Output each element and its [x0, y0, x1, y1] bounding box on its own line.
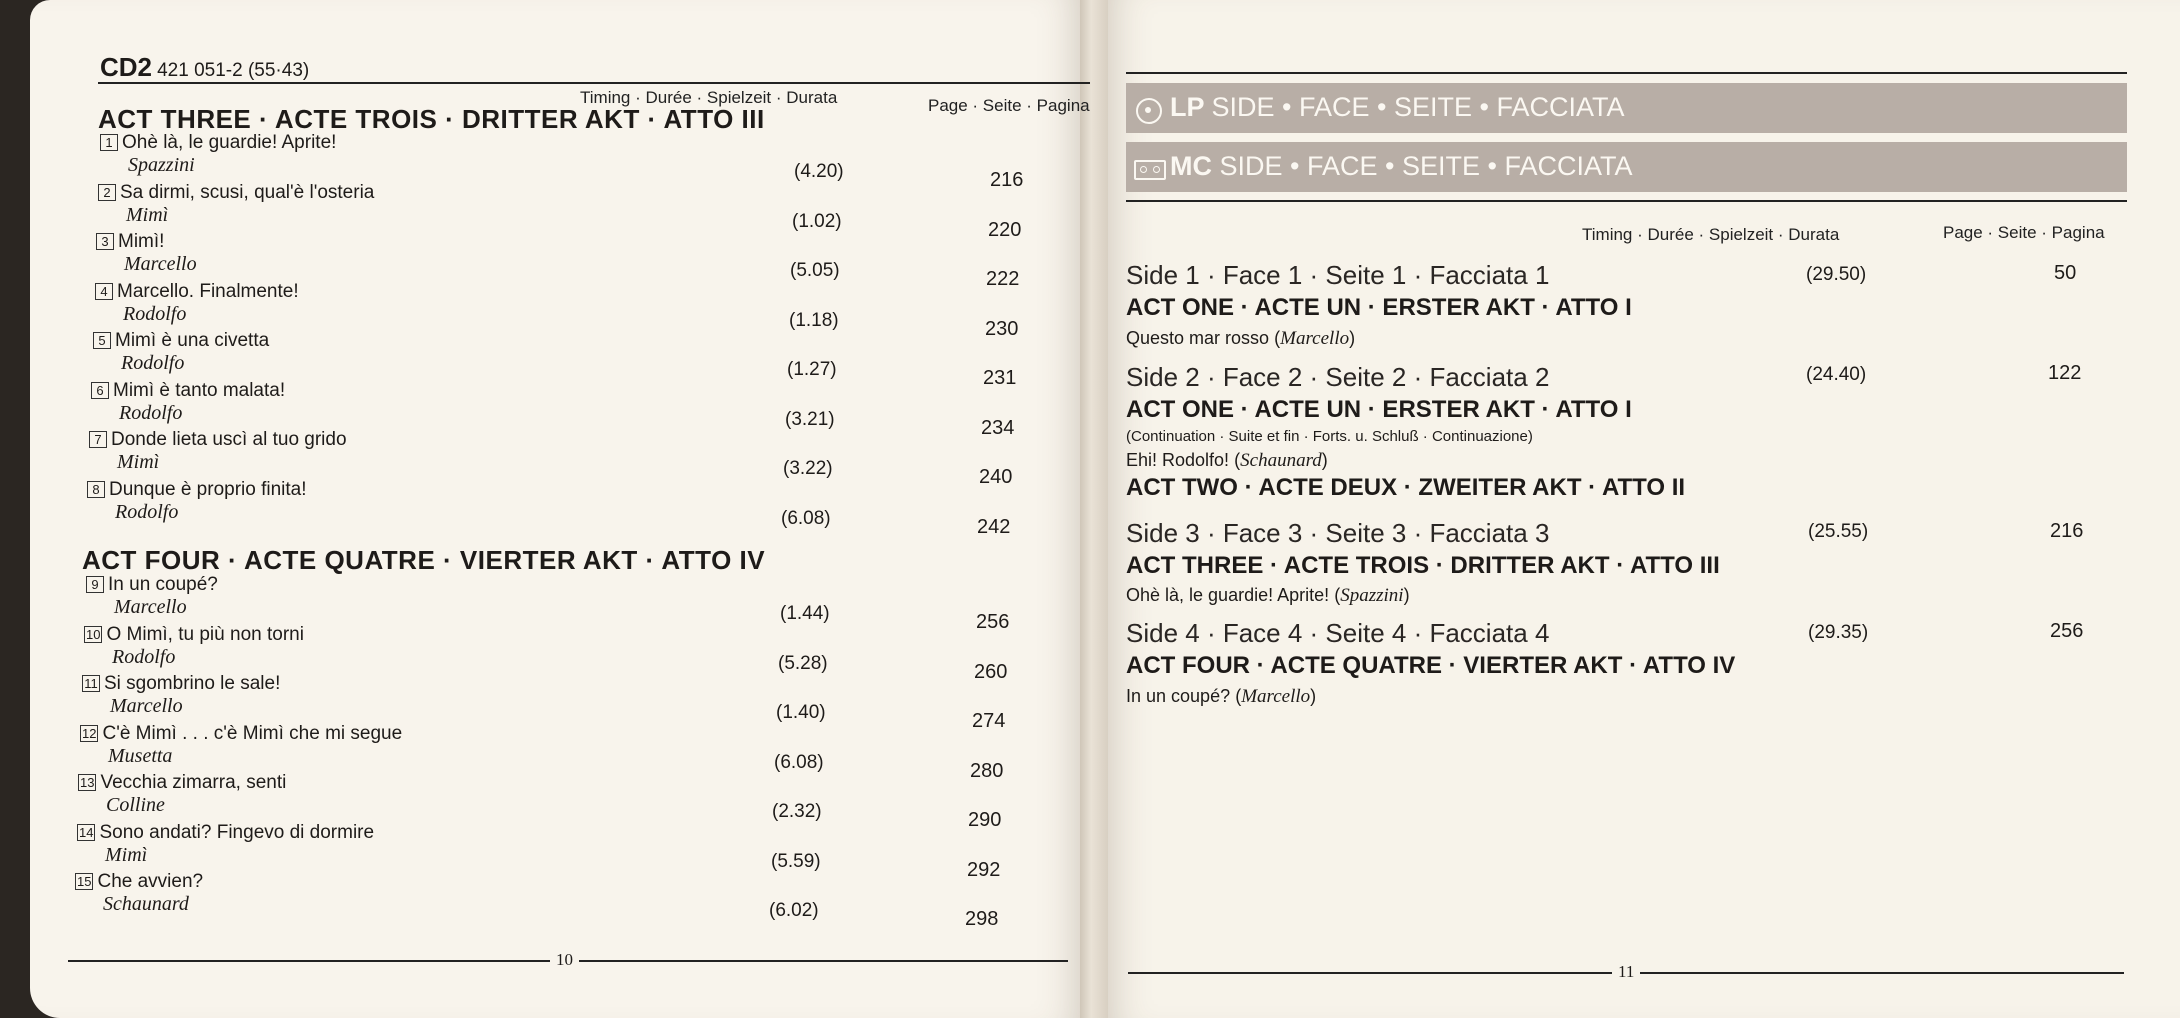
track-number: 3: [96, 233, 114, 250]
track-duration: (1.18): [789, 309, 839, 331]
side-1-act: ACT ONE · ACTE UN · ERSTER AKT · ATTO I: [1126, 294, 1632, 321]
track-role: Mimì: [126, 203, 169, 226]
track-page: 298: [965, 908, 999, 930]
track-title-text: Dunque è proprio finita!: [109, 478, 307, 500]
track-page: 292: [967, 858, 1001, 881]
track-page: 216: [990, 169, 1024, 191]
side-1-time: (29.50): [1806, 264, 1867, 285]
track-title: [86, 574, 218, 596]
track-duration: (5.59): [771, 850, 821, 872]
track-title-text: Vecchia zimarra, senti: [100, 772, 287, 793]
track-title: [82, 673, 280, 695]
side-3-first-line: Ohè là, le guardie! Aprite! (Spazzini): [1126, 585, 1410, 606]
track-role: Mimì: [105, 843, 148, 866]
track-title-text: Mimì!: [118, 231, 165, 252]
track-page: 220: [988, 218, 1022, 241]
track-number: 5: [93, 332, 111, 349]
track-number: 8: [87, 481, 105, 498]
track-number: 12: [82, 725, 97, 741]
track-duration: (1.02): [792, 210, 842, 232]
track-number: 9: [86, 576, 104, 593]
track-title: [75, 871, 203, 893]
act-three-heading: ACT THREE · ACTE TROIS · DRITTER AKT · ATTO III: [98, 104, 765, 134]
track-role: Marcello: [124, 253, 197, 275]
track-role: Spazzini: [128, 154, 195, 176]
track-title: [91, 380, 285, 402]
track-title-text: C'è Mimì . . . c'è Mimì che mi segue: [102, 722, 403, 744]
track-title-text: Mimì è una civetta: [115, 330, 270, 351]
track-duration: (6.08): [781, 507, 831, 529]
track-duration: (3.21): [785, 408, 835, 430]
side-2-act: ACT ONE · ACTE UN · ERSTER AKT · ATTO I: [1126, 396, 1632, 423]
track-role: Marcello: [110, 695, 183, 717]
track-title: [89, 429, 347, 451]
side-3-act: ACT THREE · ACTE TROIS · DRITTER AKT · ATTO III: [1126, 552, 1720, 579]
book-gutter: [1080, 0, 1108, 1018]
track-role: Rodolfo: [123, 302, 187, 325]
track-number: 11: [82, 675, 100, 692]
track-title: [84, 624, 304, 646]
track-number: 15: [77, 874, 92, 889]
track-duration: (5.05): [790, 260, 840, 281]
track-title: [93, 330, 269, 352]
lp-side-label: SIDE • FACE • SEITE • FACCIATA: [1211, 92, 1625, 122]
track-page: 256: [976, 611, 1010, 633]
catalog-number: 421 051-2 (55·43): [157, 60, 310, 81]
first-line-text: In un coupé?: [1126, 686, 1231, 706]
track-title: [80, 723, 402, 745]
track-number: 7: [89, 431, 107, 448]
first-line-text: Ohè là, le guardie! Aprite!: [1126, 585, 1330, 605]
track-title: [95, 281, 299, 303]
track-page: 260: [974, 660, 1008, 683]
track-title: [77, 822, 374, 844]
track-title: [100, 132, 336, 154]
track-number: 4: [95, 283, 113, 300]
track-role: Marcello: [114, 596, 187, 618]
track-page: 290: [968, 809, 1002, 831]
timing-header-right: Timing · Durée · Spielzeit · Durata: [1582, 225, 1840, 244]
track-title: [96, 231, 164, 253]
lp-band-text: [1126, 92, 1624, 123]
track-duration: (1.44): [780, 603, 830, 624]
track-title-text: Che avvien?: [97, 871, 204, 892]
track-number: 1: [100, 134, 118, 151]
timing-header-left: Timing · Durée · Spielzeit · Durata: [580, 88, 838, 107]
cd-header: [100, 52, 309, 83]
track-page: 240: [979, 466, 1013, 488]
track-role: Rodolfo: [121, 352, 185, 374]
track-number: 2: [98, 184, 116, 201]
side-4-time: (29.35): [1808, 622, 1869, 643]
track-role: Rodolfo: [119, 401, 183, 424]
side-2-time: (24.40): [1806, 364, 1867, 385]
first-line-text: Ehi! Rodolfo!: [1126, 450, 1230, 470]
side-2-page: 122: [2048, 362, 2082, 384]
first-line-text: Questo mar rosso: [1126, 328, 1270, 348]
side-2-first-line: Ehi! Rodolfo! (Schaunard): [1126, 450, 1328, 471]
lp-label: LP: [1170, 92, 1205, 122]
side-2-heading: Side 2 · Face 2 · Seite 2 · Facciata 2: [1126, 362, 1550, 392]
page-header-left: Page · Seite · Pagina: [928, 96, 1090, 115]
track-role: Schaunard: [103, 893, 189, 915]
track-role: Rodolfo: [115, 500, 179, 523]
track-title-text: Sono andati? Fingevo di dormire: [99, 821, 375, 843]
first-line-role: Schaunard: [1240, 450, 1322, 471]
page-number-left: 10: [550, 950, 579, 970]
track-page: 222: [986, 268, 1020, 290]
page-header-right: Page · Seite · Pagina: [1943, 223, 2105, 242]
track-title-text: Mimì è tanto malata!: [113, 379, 286, 401]
track-duration: (6.08): [774, 751, 824, 773]
track-duration: (1.40): [776, 702, 826, 723]
track-number: 10: [86, 626, 101, 642]
band-rule: [1126, 200, 2127, 202]
track-page: 280: [970, 759, 1004, 782]
track-title-text: Donde lieta uscì al tuo grido: [111, 429, 347, 450]
side-4-page: 256: [2050, 620, 2084, 642]
mc-label: MC: [1170, 151, 1212, 181]
track-duration: (4.20): [794, 161, 844, 182]
track-page: 242: [977, 515, 1011, 538]
top-rule-right: [1126, 72, 2127, 74]
track-title: [98, 182, 374, 204]
side-1-page: 50: [2054, 262, 2077, 284]
side-3-page: 216: [2050, 520, 2084, 542]
track-page: 274: [972, 710, 1006, 732]
side-2-act-two: ACT TWO · ACTE DEUX · ZWEITER AKT · ATTO II: [1126, 474, 1686, 501]
side-1-first-line: Questo mar rosso (Marcello): [1126, 328, 1356, 349]
first-line-role: Spazzini: [1340, 585, 1404, 606]
side-3-time: (25.55): [1808, 521, 1869, 542]
act-four-heading: ACT FOUR · ACTE QUATRE · VIERTER AKT · ATTO IV: [82, 545, 766, 575]
side-4-first-line: In un coupé? (Marcello): [1126, 686, 1317, 707]
side-4-act: ACT FOUR · ACTE QUATRE · VIERTER AKT · ATTO IV: [1126, 652, 1736, 679]
first-line-role: Marcello: [1241, 686, 1311, 707]
track-duration: (5.28): [778, 652, 828, 674]
track-title: [87, 479, 307, 501]
track-title-text: Sa dirmi, scusi, qual'è l'osteria: [120, 181, 375, 203]
track-page: 234: [981, 416, 1015, 439]
first-line-role: Marcello: [1280, 328, 1350, 349]
track-number: 6: [91, 382, 109, 399]
side-4-heading: Side 4 · Face 4 · Seite 4 · Facciata 4: [1126, 618, 1550, 648]
track-duration: (1.27): [787, 359, 837, 380]
track-role: Musetta: [108, 744, 173, 767]
track-duration: (6.02): [769, 900, 819, 921]
side-1-heading: Side 1 · Face 1 · Seite 1 · Facciata 1: [1126, 260, 1550, 290]
track-title: [78, 772, 286, 794]
track-duration: (2.32): [772, 801, 822, 822]
track-number: 13: [80, 775, 95, 790]
side-3-heading: Side 3 · Face 3 · Seite 3 · Facciata 3: [1126, 518, 1550, 548]
page-number-right: 11: [1612, 962, 1640, 982]
track-role: Mimì: [117, 451, 160, 473]
track-page: 230: [985, 317, 1019, 340]
track-number: 14: [79, 824, 94, 840]
track-role: Rodolfo: [112, 645, 176, 668]
track-duration: (3.22): [783, 458, 833, 479]
track-page: 231: [983, 367, 1017, 389]
track-role: Colline: [106, 794, 165, 816]
side-2-continuation: (Continuation · Suite et fin · Forts. u. Schluß · Continuazione): [1126, 428, 1533, 445]
track-title-text: Ohè là, le guardie! Aprite!: [122, 132, 337, 153]
track-title-text: In un coupé?: [108, 574, 218, 595]
mc-side-label: SIDE • FACE • SEITE • FACCIATA: [1219, 151, 1633, 181]
track-title-text: Si sgombrino le sale!: [104, 673, 281, 694]
cd-label: CD2: [100, 52, 153, 82]
track-title-text: Marcello. Finalmente!: [117, 280, 299, 302]
mc-band-text: [1126, 151, 1632, 182]
track-title-text: O Mimì, tu più non torni: [106, 623, 304, 645]
